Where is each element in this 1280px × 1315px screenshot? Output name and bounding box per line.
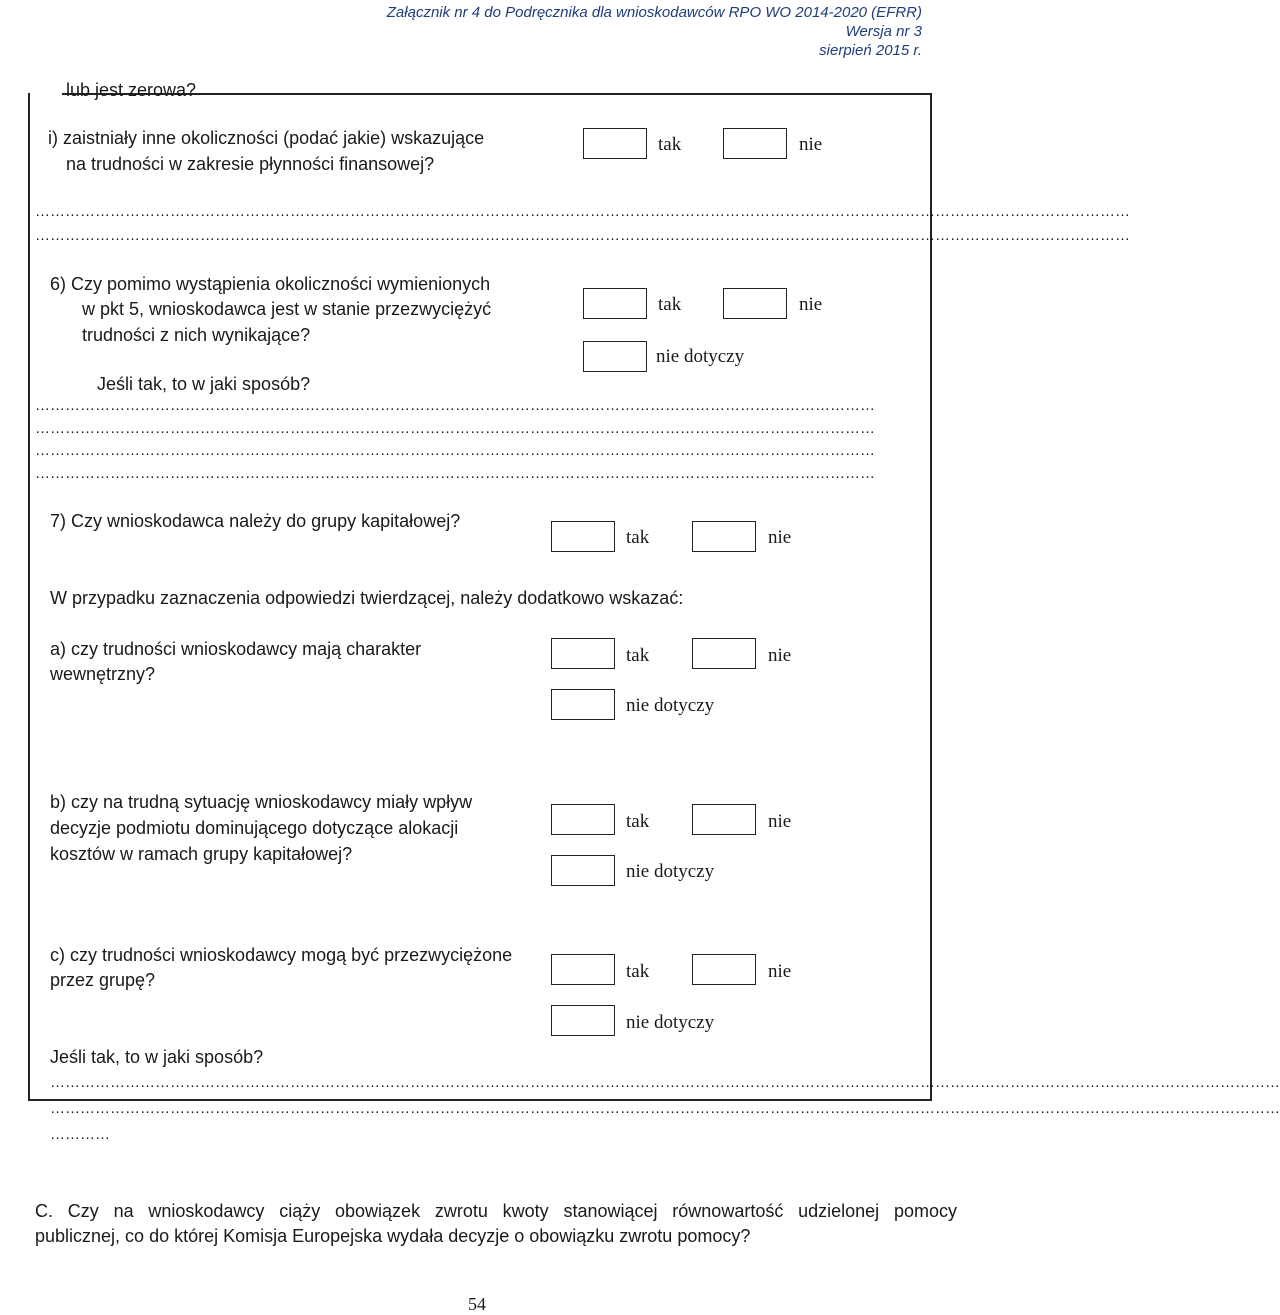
- question-i-tak-checkbox[interactable]: [583, 128, 647, 159]
- question-7-text: 7) Czy wnioskodawca należy do grupy kapitałowej?: [50, 511, 461, 531]
- question-i-line1: i) zaistniały inne okoliczności (podać jakie) wskazujące: [48, 128, 485, 148]
- question-6-answer-line-1[interactable]: ……………………………………………………………………………………………………………………………………………………: [35, 397, 875, 414]
- question-b-line1: b) czy na trudną sytuację wnioskodawcy miały wpływ: [50, 792, 473, 812]
- question-b-nie-label: nie: [768, 811, 792, 832]
- question-b-tak-label: tak: [626, 811, 650, 832]
- question-c-tak-label: tak: [626, 961, 650, 982]
- question-a-tak-checkbox[interactable]: [551, 638, 615, 669]
- question-7-instruction: W przypadku zaznaczenia odpowiedzi twierdzącej, należy dodatkowo wskazać:: [50, 588, 684, 608]
- question-c-line2: przez grupę?: [50, 970, 156, 990]
- question-7-nie-label: nie: [768, 527, 792, 548]
- question-a-nie-label: nie: [768, 645, 792, 666]
- header-attachment-title: Załącznik nr 4 do Podręcznika dla wnioskodawców RPO WO 2014-2020 (EFRR): [386, 4, 922, 21]
- question-6-nie-dotyczy-label: nie dotyczy: [656, 346, 745, 367]
- question-6-nie-dotyczy-checkbox[interactable]: [583, 341, 647, 372]
- header-version: Wersja nr 3: [845, 23, 922, 40]
- question-c-nie-checkbox[interactable]: [692, 954, 756, 985]
- question-i-tak-label: tak: [658, 134, 682, 155]
- section-c-line2: publicznej, co do której Komisja Europejska wydała decyzje o obowiązku zwrotu pomocy?: [35, 1226, 751, 1246]
- question-6-nie-label: nie: [799, 294, 823, 315]
- question-c-line3: Jeśli tak, to w jaki sposób?: [50, 1047, 264, 1067]
- page-number: 54: [468, 1294, 486, 1314]
- question-6-answer-line-2[interactable]: ……………………………………………………………………………………………………………………………………………………: [35, 420, 875, 437]
- question-6-tak-label: tak: [658, 294, 682, 315]
- question-i-line2: na trudności w zakresie płynności finansowej?: [66, 154, 435, 174]
- question-6-answer-line-3[interactable]: ……………………………………………………………………………………………………………………………………………………: [35, 442, 875, 459]
- question-c-line1: c) czy trudności wnioskodawcy mogą być przezwyciężone: [50, 945, 513, 965]
- question-6-answer-line-4[interactable]: ……………………………………………………………………………………………………………………………………………………: [35, 465, 875, 482]
- question-a-nie-checkbox[interactable]: [692, 638, 756, 669]
- top-fragment-text: lub jest zerowa?: [66, 80, 197, 100]
- question-i-nie-checkbox[interactable]: [723, 128, 787, 159]
- question-b-nie-checkbox[interactable]: [692, 804, 756, 835]
- question-c-nie-label: nie: [768, 961, 792, 982]
- question-c-answer-line-2[interactable]: …………………………………………………………………………………………………………………………………………………………………………………………………………………………: [50, 1100, 1280, 1117]
- question-a-line1: a) czy trudności wnioskodawcy mają charakter: [50, 639, 422, 659]
- question-6-line4: Jeśli tak, to w jaki sposób?: [97, 374, 311, 394]
- question-b-line2: decyzje podmiotu dominującego dotyczące alokacji: [50, 818, 459, 838]
- question-c-tak-checkbox[interactable]: [551, 954, 615, 985]
- question-6-nie-checkbox[interactable]: [723, 288, 787, 319]
- question-6-line2: w pkt 5, wnioskodawca jest w stanie przezwyciężyć: [82, 299, 492, 319]
- question-6-line1: 6) Czy pomimo wystąpienia okoliczności wymienionych: [50, 274, 491, 294]
- header-date: sierpień 2015 r.: [819, 42, 922, 59]
- question-b-line3: kosztów w ramach grupy kapitałowej?: [50, 844, 353, 864]
- question-7-nie-checkbox[interactable]: [692, 521, 756, 552]
- question-a-tak-label: tak: [626, 645, 650, 666]
- question-6-tak-checkbox[interactable]: [583, 288, 647, 319]
- section-c-line1: C. Czy na wnioskodawcy ciąży obowiązek zwrotu kwoty stanowiącej równowartość udzielonej pomocy: [35, 1201, 957, 1221]
- question-i-answer-line-2[interactable]: …………………………………………………………………………………………………………………………………………………………………………………………………: [35, 227, 1130, 244]
- question-b-tak-checkbox[interactable]: [551, 804, 615, 835]
- question-a-line2: wewnętrzny?: [50, 664, 156, 684]
- question-b-nie-dotyczy-checkbox[interactable]: [551, 855, 615, 886]
- question-c-answer-line-3[interactable]: …………: [50, 1126, 110, 1143]
- question-c-nie-dotyczy-checkbox[interactable]: [551, 1005, 615, 1036]
- question-c-nie-dotyczy-label: nie dotyczy: [626, 1012, 715, 1033]
- question-7-tak-checkbox[interactable]: [551, 521, 615, 552]
- question-a-nie-dotyczy-checkbox[interactable]: [551, 689, 615, 720]
- question-a-nie-dotyczy-label: nie dotyczy: [626, 695, 715, 716]
- question-b-nie-dotyczy-label: nie dotyczy: [626, 861, 715, 882]
- question-6-line3: trudności z nich wynikające?: [82, 325, 311, 345]
- question-7-tak-label: tak: [626, 527, 650, 548]
- question-i-answer-line-1[interactable]: …………………………………………………………………………………………………………………………………………………………………………………………………: [35, 203, 1130, 220]
- question-c-answer-line-1[interactable]: …………………………………………………………………………………………………………………………………………………………………………………………………………………………: [50, 1074, 1280, 1091]
- question-i-nie-label: nie: [799, 134, 823, 155]
